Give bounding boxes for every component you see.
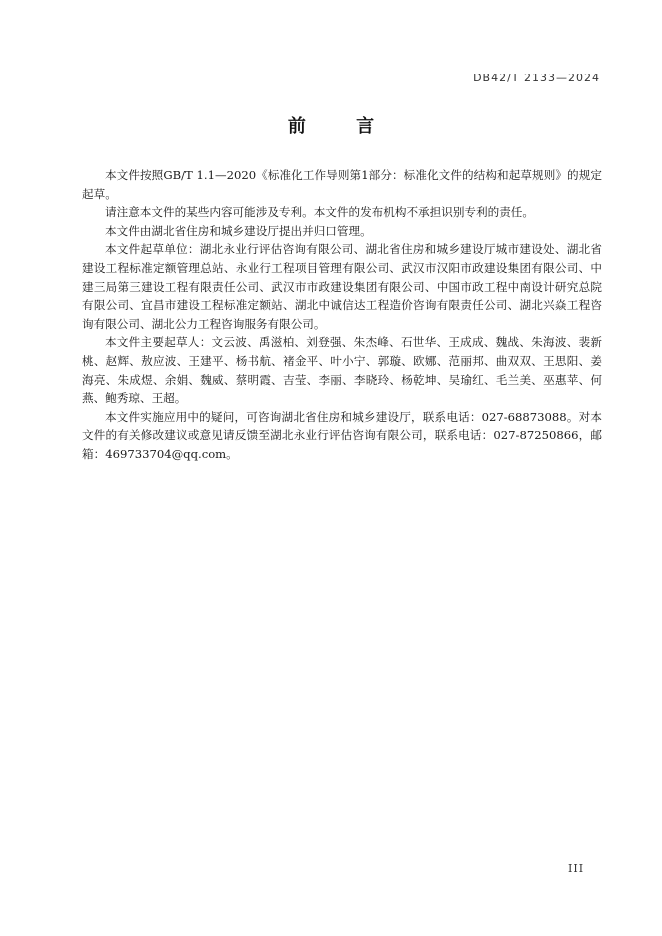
page-number: III: [568, 862, 585, 875]
page-title: 前 言: [287, 116, 397, 137]
paragraph-drafting-rules: 本文件按照GB/T 1.1—2020《标准化工作导则第1部分：标准化文件的结构和起草规则》的规定起草。: [82, 168, 602, 201]
foreword-body: [82, 166, 602, 464]
paragraph-proposer: 本文件由湖北省住房和城乡建设厅提出并归口管理。: [105, 223, 372, 238]
standard-code: DB42/T 2133—2024: [473, 74, 600, 82]
paragraph-patent-notice: 请注意本文件的某些内容可能涉及专利。本文件的发布机构不承担识别专利的责任。: [105, 205, 534, 220]
paragraph-drafting-units: 本文件起草单位：湖北永业行评估咨询有限公司、湖北省住房和城乡建设厅城市建设处、湖北省建设工程标准定额管理总站、永业行工程项目管理有限公司、武汉市汉阳市政建设集团有限公司、中建三局第三建设工程有限责任公司、武汉市市政建设集团有限公司、中国市政工程中南设计研究总院有限公司、宜昌市建设工程标准定额站、湖北中诚信达工程造价咨询有限责任公司、湖北兴焱工程咨询有限公司、湖北公力工程咨询服务有限公司。: [82, 242, 602, 331]
paragraph-drafters: 本文件主要起草人：文云波、禹滋柏、刘登强、朱杰峰、石世华、王成成、魏战、朱海波、裴新桃、赵辉、敖应波、王建平、杨书航、褚金平、叶小宁、郭璇、欧娜、范丽邦、曲双双、王思阳、姜海亮、朱成煜、余娟、魏威、蔡明霞、吉莹、李丽、李晓玲、杨乾坤、吴瑜红、毛兰美、巫惠苹、何燕、鲍秀琼、王超。: [82, 335, 602, 406]
paragraph-contact: 本文件实施应用中的疑问，可咨询湖北省住房和城乡建设厅，联系电话：027-68873088。对本文件的有关修改建议或意见请反馈至湖北永业行评估咨询有限公司，联系电话：027-87250866，邮箱：469733704@qq.com。: [82, 409, 602, 461]
